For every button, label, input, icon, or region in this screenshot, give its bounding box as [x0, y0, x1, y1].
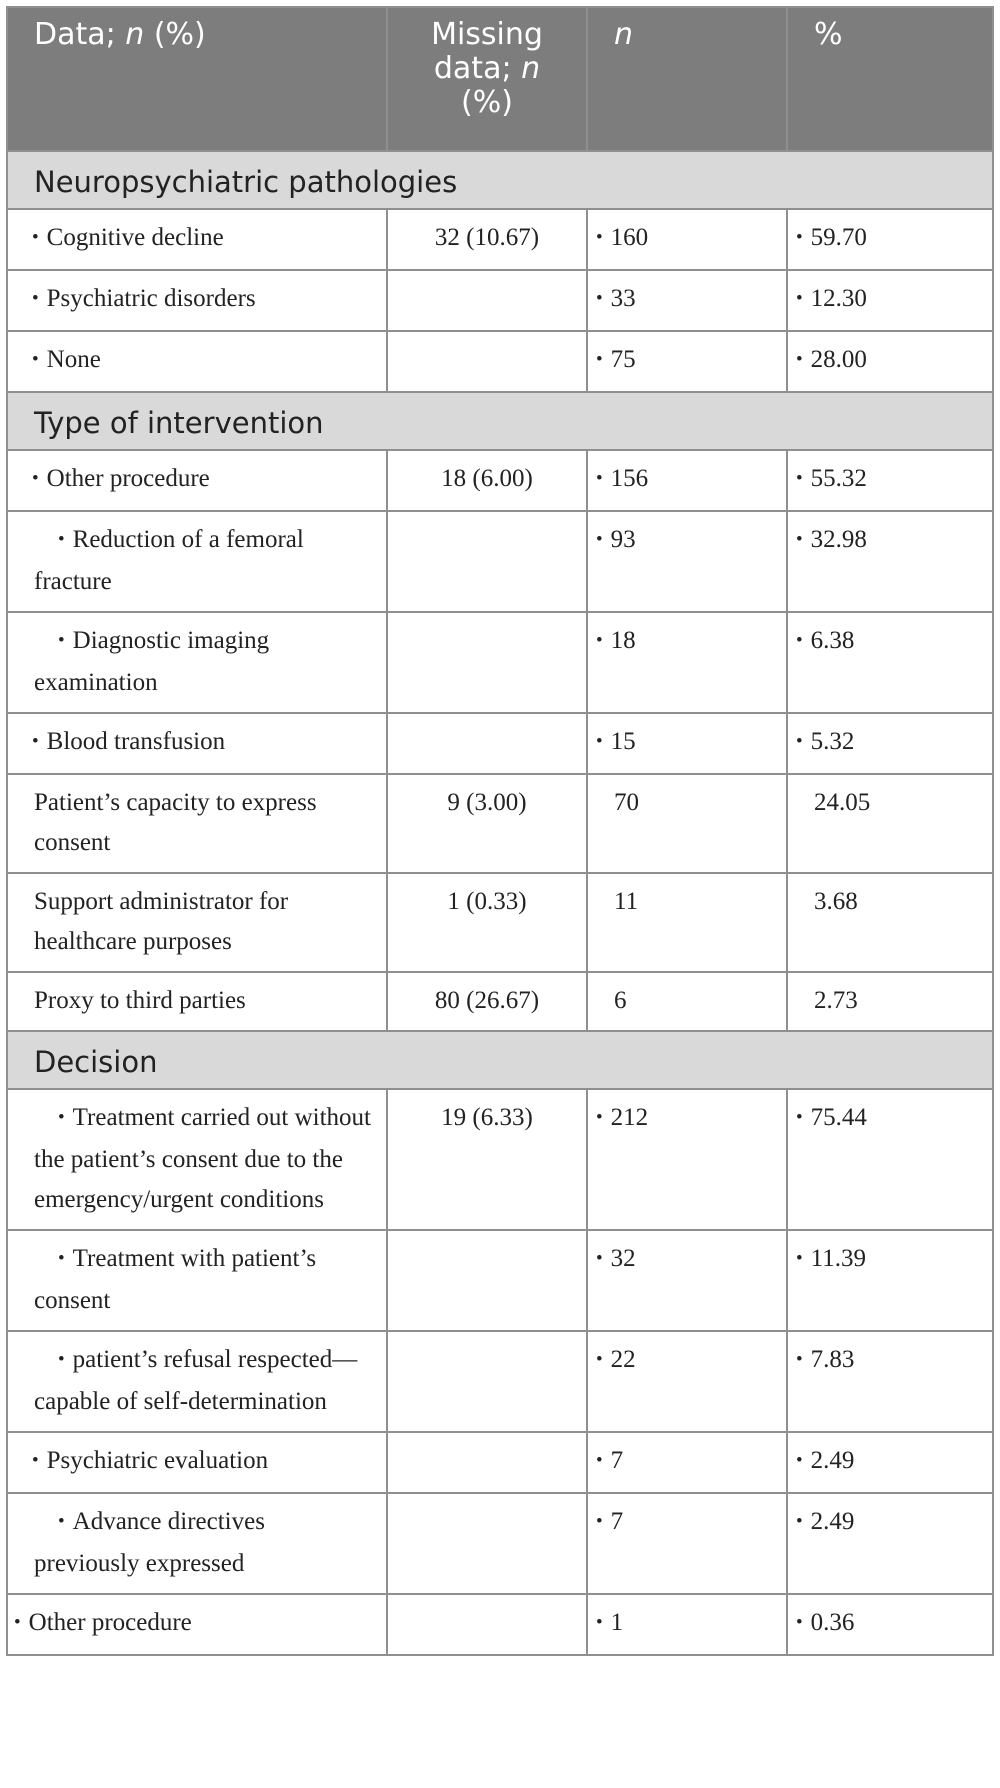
row-n: • 15	[587, 713, 787, 774]
row-pct: • 28.00	[787, 331, 993, 392]
row-n: • 7	[587, 1493, 787, 1594]
bullet-icon: •	[58, 630, 65, 651]
bullet-icon: •	[58, 1349, 65, 1370]
row-label: • Cognitive decline	[7, 209, 387, 270]
row-label: Support administrator for healthcare purposes	[7, 873, 387, 972]
table-row	[7, 774, 993, 873]
table-row	[7, 713, 993, 774]
row-missing: 80 (26.67)	[387, 972, 587, 1031]
row-label: • Treatment with patient’s consent	[7, 1230, 387, 1331]
row-label: • Diagnostic imaging examination	[7, 612, 387, 713]
table-row	[7, 1432, 993, 1493]
bullet-icon: •	[32, 1450, 39, 1471]
table-row	[7, 1230, 993, 1331]
bullet-icon: •	[796, 529, 803, 550]
bullet-icon: •	[32, 468, 39, 489]
row-label: Proxy to third parties	[7, 972, 387, 1031]
row-pct: • 6.38	[787, 612, 993, 713]
row-label: • Other procedure	[7, 1594, 387, 1655]
data-table	[6, 6, 994, 1656]
row-pct: • 55.32	[787, 450, 993, 511]
bullet-icon: •	[796, 468, 803, 489]
bullet-icon: •	[796, 1450, 803, 1471]
table-row	[7, 612, 993, 713]
row-label: • Treatment carried out without the patient’s consent due to the emergency/urgent conditions	[7, 1089, 387, 1230]
row-pct: • 0.36	[787, 1594, 993, 1655]
header-data: Data; n (%)	[7, 7, 387, 151]
row-label: • Psychiatric disorders	[7, 270, 387, 331]
data-table-container	[6, 6, 992, 1656]
row-n: • 1	[587, 1594, 787, 1655]
row-pct: • 32.98	[787, 511, 993, 612]
bullet-icon: •	[596, 1450, 603, 1471]
row-missing	[387, 713, 587, 774]
bullet-icon: •	[58, 1511, 65, 1532]
table-row	[7, 1089, 993, 1230]
bullet-icon: •	[596, 630, 603, 651]
table-row	[7, 209, 993, 270]
bullet-icon: •	[58, 529, 65, 550]
row-missing	[387, 1432, 587, 1493]
bullet-icon: •	[596, 1612, 603, 1633]
bullet-icon: •	[32, 349, 39, 370]
row-missing	[387, 331, 587, 392]
row-missing: 1 (0.33)	[387, 873, 587, 972]
bullet-icon: •	[596, 468, 603, 489]
bullet-icon: •	[596, 227, 603, 248]
bullet-icon: •	[596, 1248, 603, 1269]
bullet-icon: •	[58, 1107, 65, 1128]
row-label: • Psychiatric evaluation	[7, 1432, 387, 1493]
header-row	[7, 7, 993, 151]
row-n: • 212	[587, 1089, 787, 1230]
row-label: • Blood transfusion	[7, 713, 387, 774]
row-n: • 33	[587, 270, 787, 331]
table-row	[7, 511, 993, 612]
row-n: 11	[587, 873, 787, 972]
row-pct: 24.05	[787, 774, 993, 873]
row-missing: 32 (10.67)	[387, 209, 587, 270]
table-row	[7, 1331, 993, 1432]
row-missing: 19 (6.33)	[387, 1089, 587, 1230]
bullet-icon: •	[596, 731, 603, 752]
table-row	[7, 270, 993, 331]
row-missing	[387, 1594, 587, 1655]
table-row	[7, 1493, 993, 1594]
bullet-icon: •	[32, 731, 39, 752]
row-pct: • 12.30	[787, 270, 993, 331]
row-n: • 156	[587, 450, 787, 511]
row-pct: • 2.49	[787, 1432, 993, 1493]
header-n: n	[587, 7, 787, 151]
row-label: • None	[7, 331, 387, 392]
row-n: • 32	[587, 1230, 787, 1331]
bullet-icon: •	[796, 630, 803, 651]
table-row	[7, 450, 993, 511]
bullet-icon: •	[596, 1349, 603, 1370]
row-pct: • 5.32	[787, 713, 993, 774]
table-row	[7, 873, 993, 972]
table-row	[7, 1594, 993, 1655]
bullet-icon: •	[796, 227, 803, 248]
bullet-icon: •	[596, 1107, 603, 1128]
bullet-icon: •	[796, 731, 803, 752]
row-pct: 3.68	[787, 873, 993, 972]
section-decision: Decision	[7, 1031, 993, 1089]
header-percent: %	[787, 7, 993, 151]
bullet-icon: •	[596, 349, 603, 370]
bullet-icon: •	[796, 1511, 803, 1532]
row-label: • Reduction of a femoral fracture	[7, 511, 387, 612]
row-label: • Other procedure	[7, 450, 387, 511]
row-pct: • 2.49	[787, 1493, 993, 1594]
bullet-icon: •	[596, 1511, 603, 1532]
row-missing	[387, 1230, 587, 1331]
section-row	[7, 392, 993, 450]
bullet-icon: •	[796, 349, 803, 370]
row-pct: • 59.70	[787, 209, 993, 270]
row-n: • 93	[587, 511, 787, 612]
row-pct: • 11.39	[787, 1230, 993, 1331]
row-n: • 18	[587, 612, 787, 713]
row-missing	[387, 1331, 587, 1432]
row-missing	[387, 270, 587, 331]
row-pct: • 7.83	[787, 1331, 993, 1432]
row-n: • 160	[587, 209, 787, 270]
row-pct: 2.73	[787, 972, 993, 1031]
bullet-icon: •	[32, 288, 39, 309]
bullet-icon: •	[796, 1612, 803, 1633]
bullet-icon: •	[796, 288, 803, 309]
bullet-icon: •	[32, 227, 39, 248]
row-pct: • 75.44	[787, 1089, 993, 1230]
row-label: • patient’s refusal respected—capable of self-determination	[7, 1331, 387, 1432]
section-neuropsychiatric: Neuropsychiatric pathologies	[7, 151, 993, 209]
bullet-icon: •	[796, 1349, 803, 1370]
row-missing: 18 (6.00)	[387, 450, 587, 511]
row-n: 6	[587, 972, 787, 1031]
table-row	[7, 972, 993, 1031]
row-n: • 75	[587, 331, 787, 392]
bullet-icon: •	[796, 1248, 803, 1269]
bullet-icon: •	[596, 529, 603, 550]
bullet-icon: •	[58, 1248, 65, 1269]
section-row	[7, 151, 993, 209]
row-n: 70	[587, 774, 787, 873]
row-n: • 7	[587, 1432, 787, 1493]
row-n: • 22	[587, 1331, 787, 1432]
bullet-icon: •	[796, 1107, 803, 1128]
row-label: Patient’s capacity to express consent	[7, 774, 387, 873]
section-type-of-intervention: Type of intervention	[7, 392, 993, 450]
bullet-icon: •	[14, 1612, 21, 1633]
row-missing	[387, 1493, 587, 1594]
row-missing	[387, 511, 587, 612]
header-missing-data: Missing data; n (%)	[387, 7, 587, 151]
row-label: • Advance directives previously expressed	[7, 1493, 387, 1594]
bullet-icon: •	[596, 288, 603, 309]
table-row	[7, 331, 993, 392]
row-missing: 9 (3.00)	[387, 774, 587, 873]
section-row	[7, 1031, 993, 1089]
row-missing	[387, 612, 587, 713]
